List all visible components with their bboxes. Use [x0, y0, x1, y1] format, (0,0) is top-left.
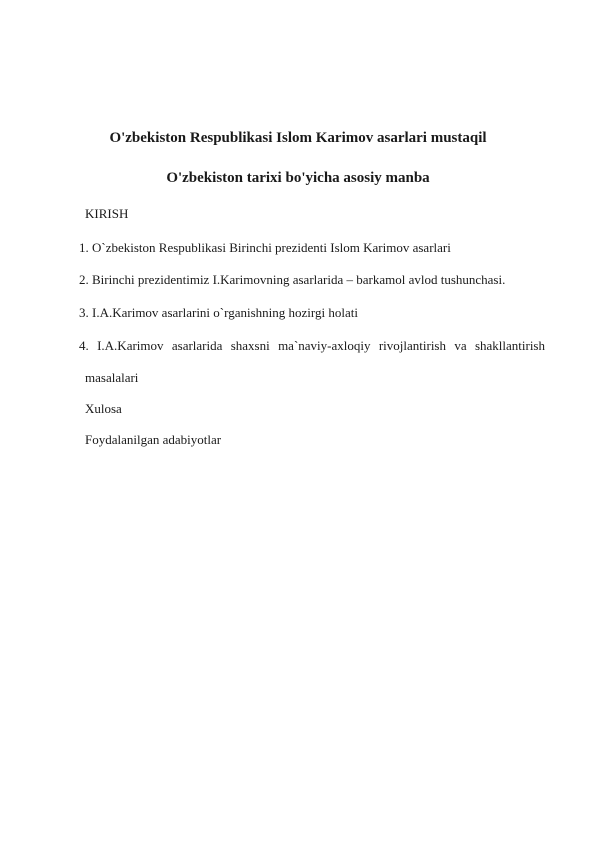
toc-item-2: 2. Birinchi prezidentimiz I.Karimovning asarlarida – barkamol avlod tushunchasi.	[79, 272, 506, 287]
toc-conclusion: Xulosa	[85, 401, 122, 416]
toc-intro: KIRISH	[85, 206, 129, 221]
document-subtitle: O'zbekiston tarixi bo'yicha asosiy manba	[166, 170, 430, 186]
toc-item-4: 4. I.A.Karimov asarlarida shaxsni ma`naviy-axloqiy rivojlantirish va shakllantirish	[79, 338, 545, 353]
toc-item-3: 3. I.A.Karimov asarlarini o`rganishning hozirgi holati	[79, 305, 358, 320]
toc-item-1: 1. O`zbekiston Respublikasi Birinchi prezidenti Islom Karimov asarlari	[79, 240, 451, 255]
document-title: O'zbekiston Respublikasi Islom Karimov asarlari mustaqil	[109, 130, 487, 146]
toc-references: Foydalanilgan adabiyotlar	[85, 432, 222, 447]
toc-item-4-continuation: masalalari	[85, 370, 139, 385]
